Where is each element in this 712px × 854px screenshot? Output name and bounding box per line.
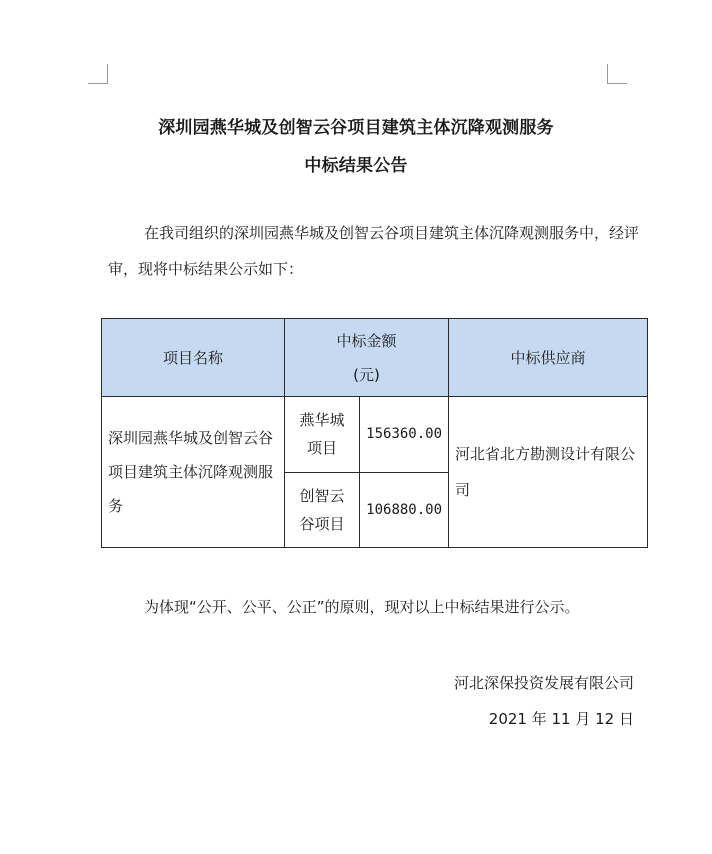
table-header-row bbox=[102, 319, 648, 397]
signature-company: 河北深保投资发展有限公司 bbox=[453, 674, 634, 692]
header-amount-unit: (元) bbox=[353, 365, 380, 384]
header-amount-label: 中标金额 bbox=[336, 331, 397, 350]
crop-mark-top-right-vertical bbox=[607, 64, 608, 84]
crop-mark-top-left bbox=[88, 83, 108, 84]
crop-mark-top-left-vertical bbox=[107, 64, 108, 84]
signature-date: 2021 年 11 月 12 日 bbox=[488, 710, 634, 728]
document-title: 深圳园燕华城及创智云谷项目建筑主体沉降观测服务 bbox=[158, 118, 554, 138]
table-row bbox=[102, 397, 648, 473]
subproject-line2: 谷项目 bbox=[299, 514, 345, 533]
header-amount bbox=[285, 319, 449, 397]
header-supplier: 中标供应商 bbox=[449, 319, 648, 397]
cell-subproject bbox=[285, 397, 360, 473]
cell-subproject bbox=[285, 472, 360, 548]
subproject-line1: 燕华城 bbox=[299, 411, 345, 430]
subproject-line2: 项目 bbox=[306, 439, 337, 458]
cell-project-name: 深圳园燕华城及创智云谷项目建筑主体沉降观测服务 bbox=[102, 397, 285, 548]
intro-paragraph: 在我司组织的深圳园燕华城及创智云谷项目建筑主体沉降观测服务中，经评审，现将中标结果公示如下： bbox=[108, 224, 640, 278]
document-subtitle: 中标结果公告 bbox=[304, 156, 408, 176]
notice-paragraph: 为体现“公开、公平、公正”的原则，现对以上中标结果进行公示。 bbox=[144, 598, 580, 616]
award-result-table bbox=[101, 318, 648, 548]
cell-amount: 106880.00 bbox=[360, 472, 449, 548]
cell-amount: 156360.00 bbox=[360, 397, 449, 473]
cell-supplier: 河北省北方勘测设计有限公司 bbox=[449, 397, 648, 548]
crop-mark-top-right bbox=[607, 83, 627, 84]
subproject-line1: 创智云 bbox=[299, 486, 345, 505]
header-project-name: 项目名称 bbox=[102, 319, 285, 397]
